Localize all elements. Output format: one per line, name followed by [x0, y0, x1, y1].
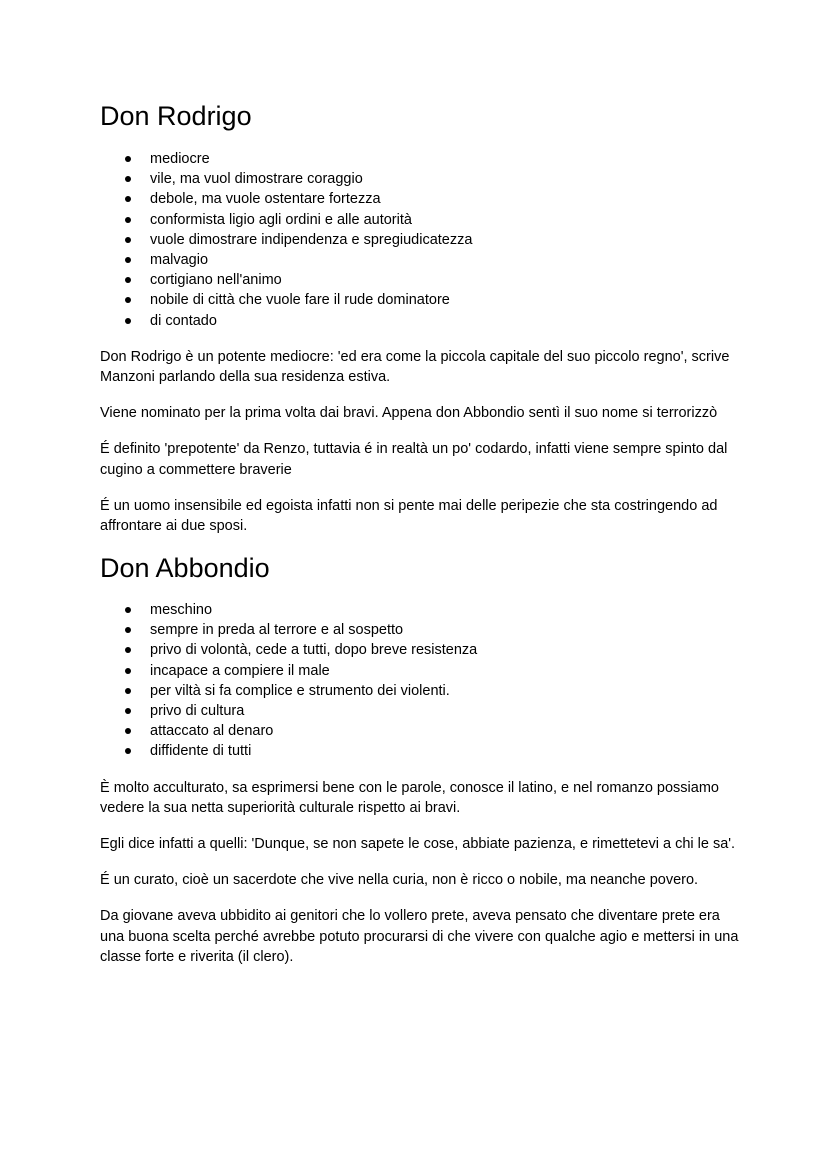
list-item: cortigiano nell'animo — [100, 270, 740, 290]
paragraph: Da giovane aveva ubbidito ai genitori che lo vollero prete, aveva pensato che diventare prete era una buona scelta perché avrebbe potuto procurarsi di che vivere con qualche agio e mettersi in una classe forte e riverita (il clero). — [100, 908, 739, 965]
bullet-list-don-abbondio — [100, 600, 740, 762]
list-item: incapace a compiere il male — [100, 661, 740, 681]
list-item: privo di cultura — [100, 701, 740, 721]
heading-don-rodrigo: Don Rodrigo — [100, 101, 252, 131]
paragraph: É un uomo insensibile ed egoista infatti non si pente mai delle peripezie che sta costringendo ad affrontare ai due sposi. — [100, 497, 718, 534]
bullet-icon — [125, 318, 131, 324]
bullet-icon — [125, 277, 131, 283]
bullet-icon — [125, 607, 131, 613]
paragraph: Don Rodrigo è un potente mediocre: 'ed era come la piccola capitale del suo piccolo regno', scrive Manzoni parlando della sua residenza estiva. — [100, 348, 730, 385]
list-item: mediocre — [100, 149, 740, 169]
list-item: attaccato al denaro — [100, 721, 740, 741]
list-item: nobile di città che vuole fare il rude dominatore — [100, 290, 740, 310]
bullet-icon — [125, 297, 131, 303]
bullet-icon — [125, 728, 131, 734]
bullet-icon — [125, 627, 131, 633]
bullet-icon — [125, 708, 131, 714]
list-item: debole, ma vuole ostentare fortezza — [100, 189, 740, 209]
list-item: privo di volontà, cede a tutti, dopo breve resistenza — [100, 640, 740, 660]
list-item: malvagio — [100, 250, 740, 270]
list-item: vile, ma vuol dimostrare coraggio — [100, 169, 740, 189]
list-item: vuole dimostrare indipendenza e spregiudicatezza — [100, 230, 740, 250]
list-item: meschino — [100, 600, 740, 620]
document-page — [100, 96, 740, 967]
bullet-icon — [125, 176, 131, 182]
paragraph: É definito 'prepotente' da Renzo, tuttavia é in realtà un po' codardo, infatti viene sempre spinto dal cugino a commettere braverie — [100, 441, 728, 478]
bullet-list-don-rodrigo — [100, 149, 740, 331]
list-item: di contado — [100, 311, 740, 331]
list-item: per viltà si fa complice e strumento dei violenti. — [100, 681, 740, 701]
bullet-icon — [125, 647, 131, 653]
bullet-icon — [125, 196, 131, 202]
list-item: diffidente di tutti — [100, 741, 740, 761]
paragraph: Egli dice infatti a quelli: 'Dunque, se non sapete le cose, abbiate pazienza, e rimettetevi a chi le sa'. — [100, 836, 736, 853]
paragraph: Viene nominato per la prima volta dai bravi. Appena don Abbondio sentì il suo nome si terrorizzò — [100, 405, 718, 422]
bullet-icon — [125, 668, 131, 674]
list-item: sempre in preda al terrore e al sospetto — [100, 620, 740, 640]
bullet-icon — [125, 257, 131, 263]
bullet-icon — [125, 156, 131, 162]
list-item: conformista ligio agli ordini e alle autorità — [100, 210, 740, 230]
bullet-icon — [125, 237, 131, 243]
heading-don-abbondio: Don Abbondio — [100, 553, 270, 584]
bullet-icon — [125, 217, 131, 223]
bullet-icon — [125, 748, 131, 754]
paragraph: È molto acculturato, sa esprimersi bene con le parole, conosce il latino, e nel romanzo possiamo vedere la sua netta superiorità culturale rispetto ai bravi. — [100, 779, 719, 816]
paragraph: É un curato, cioè un sacerdote che vive nella curia, non è ricco o nobile, ma neanche povero. — [100, 872, 699, 889]
bullet-icon — [125, 688, 131, 694]
